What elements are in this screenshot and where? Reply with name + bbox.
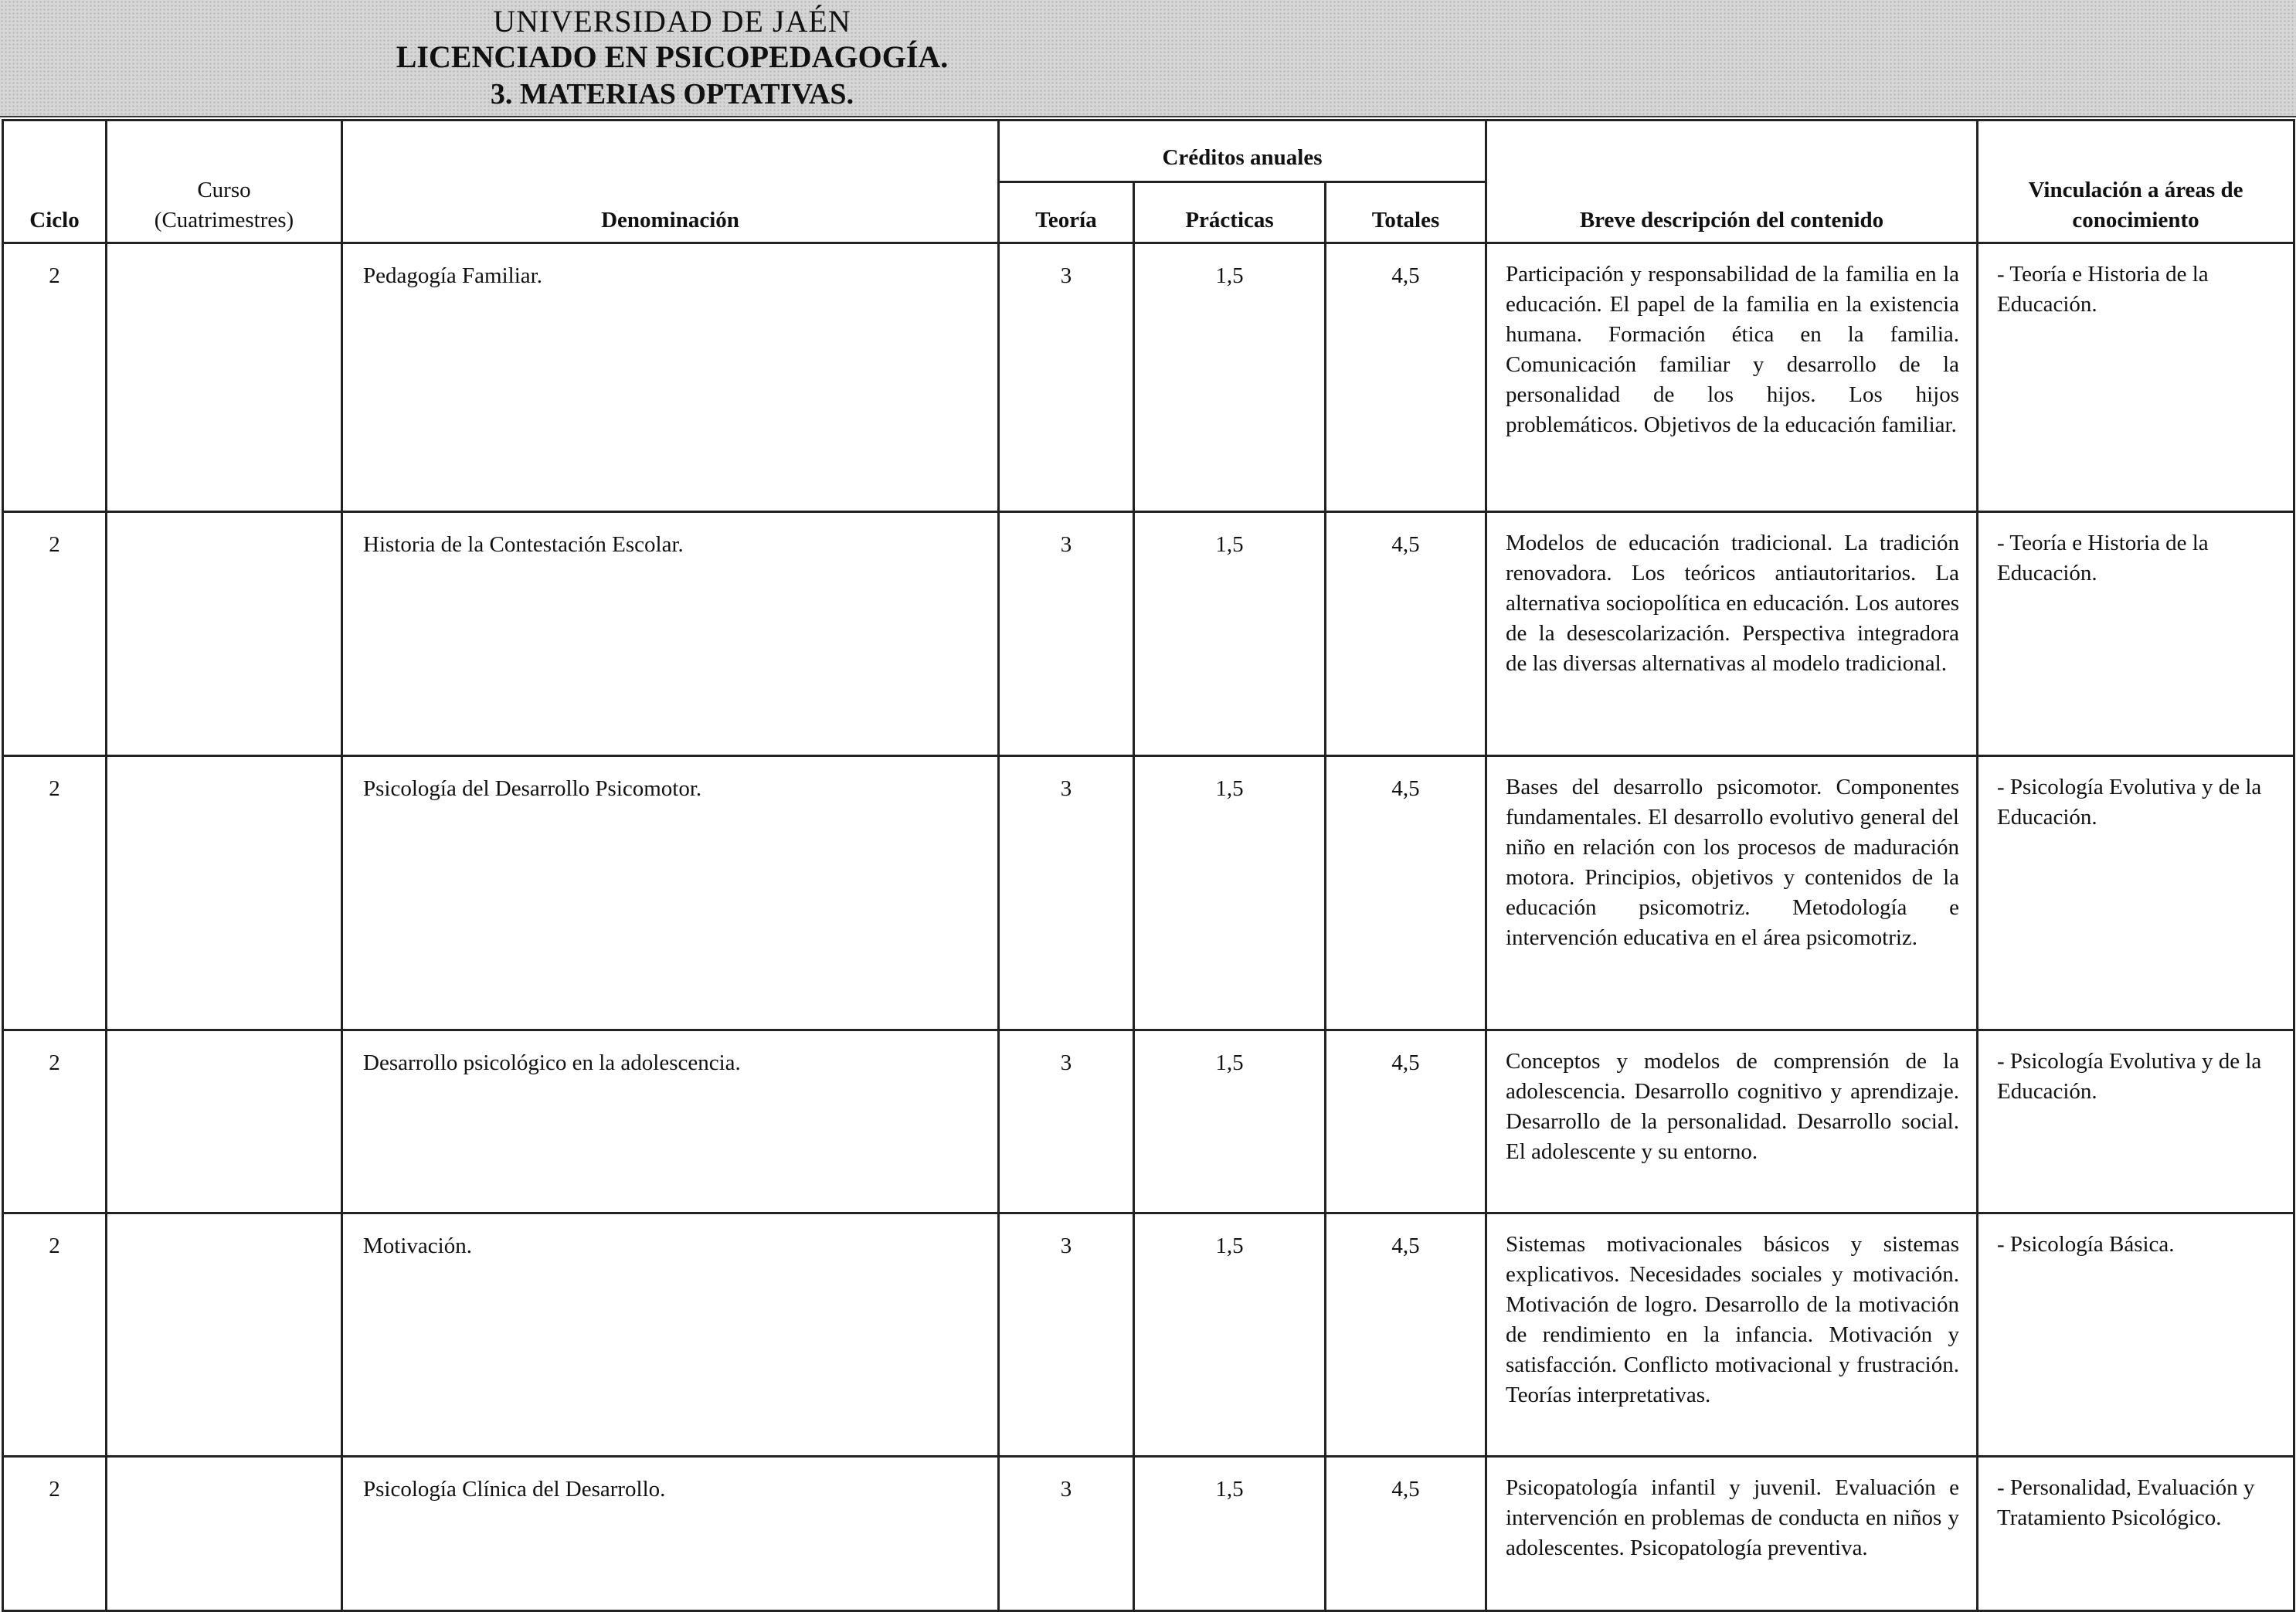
col-header-teoria: Teoría	[999, 182, 1134, 243]
col-header-descripcion: Breve descripción del contenido	[1486, 120, 1978, 243]
optional-subjects-table	[2, 119, 2295, 1612]
cell-denominacion: Historia de la Contestación Escolar.	[342, 512, 999, 756]
cell-denominacion: Motivación.	[342, 1213, 999, 1457]
cell-denominacion: Psicología Clínica del Desarrollo.	[342, 1457, 999, 1611]
col-header-vinculacion: Vinculación a áreas de conocimiento	[1978, 120, 2294, 243]
cell-totales: 4,5	[1326, 1030, 1486, 1213]
cell-ciclo: 2	[3, 243, 107, 512]
cell-teoria: 3	[999, 1457, 1134, 1611]
university-name: UNIVERSIDAD DE JAÉN	[493, 4, 851, 39]
col-header-practicas: Prácticas	[1134, 182, 1326, 243]
cell-area: - Teoría e Historia de la Educación.	[1978, 243, 2294, 512]
cell-area: - Psicología Básica.	[1978, 1213, 2294, 1457]
cell-area: - Personalidad, Evaluación y Tratamiento Psicológico.	[1978, 1457, 2294, 1611]
section-title: 3. MATERIAS OPTATIVAS.	[490, 78, 854, 110]
cell-practicas: 1,5	[1134, 1213, 1326, 1457]
cell-descripcion: Bases del desarrollo psicomotor. Componentes fundamentales. El desarrollo evolutivo general del niño en relación con los procesos de maduración motora. Principios, objetivos y contenidos de la educación psicomotriz. Metodología e intervención educativa en el área psicomotriz.	[1486, 756, 1978, 1030]
col-header-curso-sub: (Cuatrimestres)	[154, 208, 294, 232]
cell-curso	[107, 243, 342, 512]
cell-area: - Psicología Evolutiva y de la Educación.	[1978, 1030, 2294, 1213]
cell-ciclo: 2	[3, 1457, 107, 1611]
cell-curso	[107, 756, 342, 1030]
table-row	[3, 1030, 2294, 1213]
col-header-totales: Totales	[1326, 182, 1486, 243]
document-header	[0, 0, 2296, 117]
cell-totales: 4,5	[1326, 756, 1486, 1030]
cell-teoria: 3	[999, 1213, 1134, 1457]
cell-denominacion: Psicología del Desarrollo Psicomotor.	[342, 756, 999, 1030]
cell-curso	[107, 1457, 342, 1611]
table-row	[3, 1457, 2294, 1611]
cell-descripcion: Psicopatología infantil y juvenil. Evaluación e intervención en problemas de conducta en niños y adolescentes. Psicopatología preventiva.	[1486, 1457, 1978, 1611]
cell-teoria: 3	[999, 512, 1134, 756]
cell-ciclo: 2	[3, 512, 107, 756]
degree-title: LICENCIADO EN PSICOPEDAGOGÍA.	[396, 39, 949, 74]
cell-practicas: 1,5	[1134, 512, 1326, 756]
col-header-ciclo: Ciclo	[3, 120, 107, 243]
cell-denominacion: Desarrollo psicológico en la adolescencia.	[342, 1030, 999, 1213]
cell-teoria: 3	[999, 243, 1134, 512]
col-header-creditos: Créditos anuales	[999, 120, 1486, 182]
header-row-top	[3, 120, 2294, 182]
table-row	[3, 1213, 2294, 1457]
cell-curso	[107, 1030, 342, 1213]
cell-denominacion: Pedagogía Familiar.	[342, 243, 999, 512]
col-header-denominacion: Denominación	[342, 120, 999, 243]
col-header-curso-label: Curso	[197, 178, 251, 202]
cell-teoria: 3	[999, 756, 1134, 1030]
cell-ciclo: 2	[3, 756, 107, 1030]
cell-practicas: 1,5	[1134, 243, 1326, 512]
table-row	[3, 512, 2294, 756]
cell-practicas: 1,5	[1134, 756, 1326, 1030]
cell-descripcion: Conceptos y modelos de comprensión de la adolescencia. Desarrollo cognitivo y aprendizaje. Desarrollo de la personalidad. Desarrollo social. El adolescente y su entorno.	[1486, 1030, 1978, 1213]
cell-practicas: 1,5	[1134, 1457, 1326, 1611]
cell-totales: 4,5	[1326, 512, 1486, 756]
cell-curso	[107, 1213, 342, 1457]
cell-curso	[107, 512, 342, 756]
cell-ciclo: 2	[3, 1213, 107, 1457]
cell-totales: 4,5	[1326, 1457, 1486, 1611]
cell-practicas: 1,5	[1134, 1030, 1326, 1213]
cell-descripcion: Modelos de educación tradicional. La tradición renovadora. Los teóricos antiautoritarios. La alternativa sociopolítica en educación. Los autores de la desescolarización. Perspectiva integradora de las diversas alternativas al modelo tradicional.	[1486, 512, 1978, 756]
cell-totales: 4,5	[1326, 1213, 1486, 1457]
cell-totales: 4,5	[1326, 243, 1486, 512]
cell-descripcion: Participación y responsabilidad de la familia en la educación. El papel de la familia en la existencia humana. Formación ética en la familia. Comunicación familiar y desarrollo de la personalidad de los hijos. Los hijos problemáticos. Objetivos de la educación familiar.	[1486, 243, 1978, 512]
cell-teoria: 3	[999, 1030, 1134, 1213]
cell-ciclo: 2	[3, 1030, 107, 1213]
cell-area: - Psicología Evolutiva y de la Educación.	[1978, 756, 2294, 1030]
col-header-curso	[107, 120, 342, 243]
cell-descripcion: Sistemas motivacionales básicos y sistemas explicativos. Necesidades sociales y motivación. Motivación de logro. Desarrollo de la motivación de rendimiento en la infancia. Motivación y satisfacción. Conflicto motivacional y frustración. Teorías interpretativas.	[1486, 1213, 1978, 1457]
table-row	[3, 756, 2294, 1030]
cell-area: - Teoría e Historia de la Educación.	[1978, 512, 2294, 756]
table-row	[3, 243, 2294, 512]
